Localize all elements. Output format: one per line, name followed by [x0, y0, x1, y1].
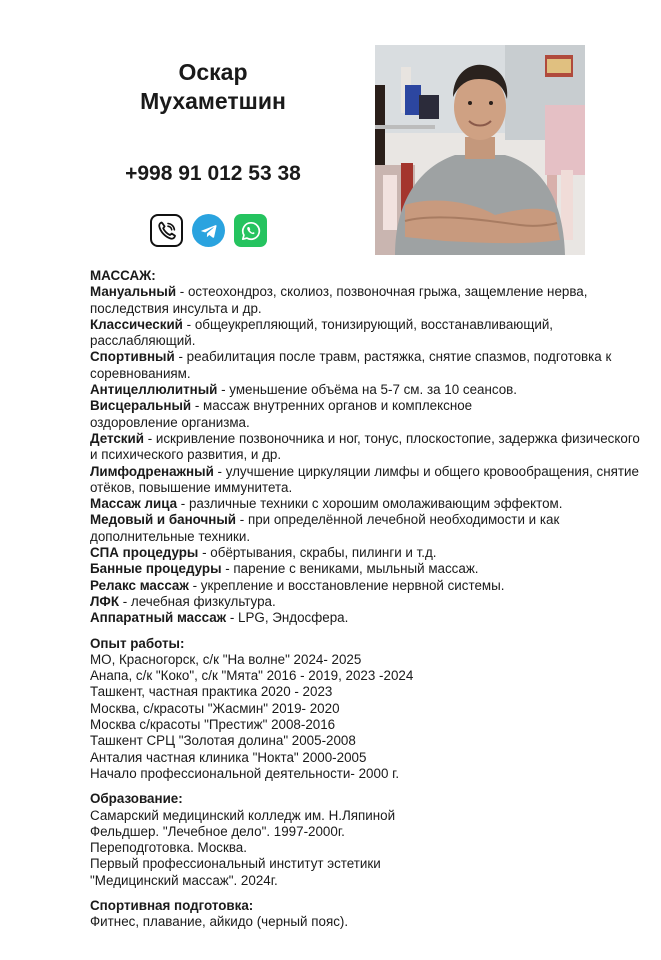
- education-line: "Медицинский массаж". 2024г.: [90, 872, 278, 888]
- massage-item: [90, 398, 650, 431]
- experience-list: [90, 652, 650, 782]
- massage-item-name: Релакс массаж: [90, 577, 189, 593]
- telegram-icon[interactable]: [192, 214, 225, 247]
- sports-list: [90, 914, 650, 930]
- massage-item-name: Банные процедуры: [90, 561, 222, 577]
- massage-item: [90, 349, 650, 382]
- education-line: Самарский медицинский колледж им. Н.Ляпиной: [90, 807, 396, 823]
- massage-item-name: СПА процедуры: [90, 545, 199, 561]
- massage-list: [90, 284, 650, 626]
- massage-item-desc: - LPG, Эндосфера.: [226, 610, 349, 626]
- sports-section-title: Спортивная подготовка:: [90, 897, 254, 913]
- massage-item-name: Аппаратный массаж: [90, 610, 227, 626]
- massage-item-name: ЛФК: [90, 593, 119, 609]
- experience-line: Ташкент СРЦ "Золотая долина" 2005-2008: [90, 733, 356, 749]
- massage-item: [90, 594, 650, 610]
- massage-item-name: Лимфодренажный: [90, 463, 214, 479]
- massage-item: [90, 382, 650, 398]
- phone-number[interactable]: +998 91 012 53 38: [125, 162, 301, 185]
- experience-line: Ташкент, частная практика 2020 - 2023: [90, 684, 333, 700]
- massage-item-desc: - уменьшение объёма на 5-7 см. за 10 сеансов.: [217, 382, 517, 398]
- first-name: Оскар: [178, 59, 248, 85]
- massage-item-desc: - улучшение циркуляции лимфы и общего кровообращения, снятие отёков, повышение иммунитета.: [90, 463, 639, 495]
- last-name: Мухаметшин: [140, 88, 286, 114]
- massage-item-desc: - общеукрепляющий, тонизирующий, восстанавливающий, расслабляющий.: [90, 316, 554, 349]
- massage-item: [90, 431, 650, 464]
- massage-item-name: Мануальный: [90, 284, 177, 300]
- resume-content: [90, 268, 650, 931]
- massage-item: [90, 284, 650, 317]
- massage-item-desc: - массаж внутренних органов и комплексное оздоровление организма.: [90, 398, 473, 430]
- massage-item-name: Висцеральный: [90, 398, 192, 414]
- experience-line: Начало профессиональной деятельности- 2000 г.: [90, 765, 400, 781]
- education-line: Фельдшер. "Лечебное дело". 1997-2000г.: [90, 823, 345, 839]
- education-line: Первый профессиональный институт эстетики: [90, 856, 381, 872]
- massage-item-name: Детский: [90, 430, 144, 446]
- whatsapp-icon[interactable]: [234, 214, 267, 247]
- massage-item-name: Массаж лица: [90, 496, 178, 512]
- massage-item-name: Медовый и баночный: [90, 512, 237, 528]
- massage-item: [90, 545, 650, 561]
- massage-item-desc: - парение с вениками, мыльный массаж.: [221, 561, 479, 577]
- massage-item: [90, 610, 650, 626]
- massage-item-desc: - при определённой лечебной необходимости и как дополнительные техники.: [90, 512, 560, 544]
- massage-item: [90, 512, 650, 545]
- massage-item-desc: - искривление позвоночника и ног, тонус, плоскостопие, задержка физического и психического развития, и др.: [90, 430, 640, 463]
- massage-item-desc: - обёртывания, скрабы, пилинги и т.д.: [198, 545, 437, 561]
- experience-line: МО, Красногорск, с/к "На волне" 2024- 2025: [90, 651, 362, 667]
- massage-item-desc: - укрепление и восстановление нервной системы.: [188, 577, 505, 593]
- massage-item-desc: - остеохондроз, сколиоз, позвоночная грыжа, защемление нерва, последствия инсульта и др.: [90, 284, 588, 316]
- experience-line: Анапа, с/к "Коко", с/к "Мята" 2016 - 2019, 2023 -2024: [90, 668, 414, 684]
- massage-item-desc: - различные техники с хорошим омолаживающим эффектом.: [177, 496, 563, 512]
- sports-line: Фитнес, плавание, айкидо (черный пояс).: [90, 914, 349, 930]
- experience-line: Москва, с/красоты "Жасмин" 2019- 2020: [90, 700, 340, 716]
- experience-line: Анталия частная клиника "Нокта" 2000-2005: [90, 749, 367, 765]
- massage-item: [90, 496, 650, 512]
- massage-section-title: МАССАЖ:: [90, 268, 156, 283]
- viber-icon[interactable]: [150, 214, 183, 247]
- education-line: Переподготовка. Москва.: [90, 840, 247, 856]
- messenger-icons: [150, 214, 267, 247]
- massage-item-name: Классический: [90, 316, 183, 332]
- education-section-title: Образование:: [90, 791, 183, 807]
- profile-photo: [375, 45, 585, 255]
- massage-item: [90, 464, 650, 497]
- massage-item-name: Спортивный: [90, 349, 175, 365]
- massage-item-desc: - лечебная физкультура.: [119, 593, 276, 609]
- experience-section-title: Опыт работы:: [90, 635, 185, 651]
- massage-item: [90, 317, 650, 350]
- experience-line: Москва с/красоты "Престиж" 2008-2016: [90, 717, 336, 733]
- massage-item: [90, 561, 650, 577]
- massage-item: [90, 578, 650, 594]
- person-name: [100, 58, 326, 116]
- education-list: [90, 808, 650, 889]
- massage-item-name: Антицеллюлитный: [90, 382, 218, 398]
- massage-item-desc: - реабилитация после травм, растяжка, снятие спазмов, подготовка к соревнованиям.: [90, 349, 612, 381]
